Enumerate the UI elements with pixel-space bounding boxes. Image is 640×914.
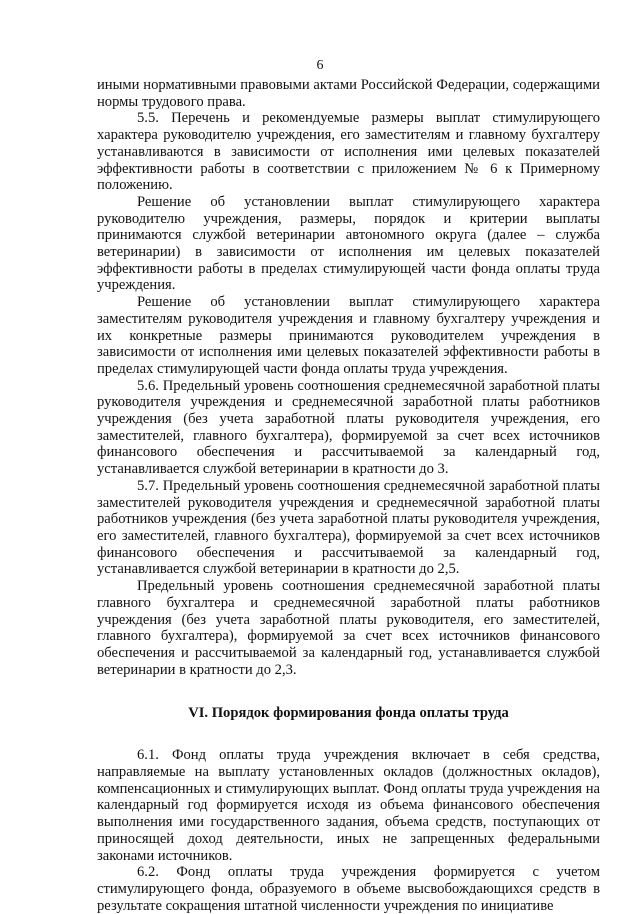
page-number: 6 bbox=[316, 58, 324, 73]
paragraph: Предельный уровень соотношения среднемесячной заработной платы главного бухгалтера и среднемесячной заработной платы работников учреждения (без учета заработной платы руководителя, его заместителей, главного бухгалтера), формируемой за счет всех источников финансового обеспечения и рассчитываемой за календарный год, устанавливается службой ветеринарии в кратности до 2,3. bbox=[97, 578, 600, 678]
paragraph: 5.7. Предельный уровень соотношения среднемесячной заработной платы заместителей руководителя учреждения и среднемесячной заработной платы работников учреждения (без учета заработной платы руководителя учреждения, его заместителей, главного бухгалтера), формируемой за счет всех источников финансового обеспечения и рассчитываемой за календарный год, устанавливается службой ветеринарии в кратности до 2,5. bbox=[97, 477, 600, 578]
paragraph: Решение об установлении выплат стимулирующего характера заместителям руководителя учреждения и главному бухгалтеру учреждения и их конкретные размеры принимаются руководителем учреждения в зависимости от исполнения ими целевых показателей эффективности работы в пределах стимулирующей части фонда оплаты труда учреждения. bbox=[97, 294, 600, 377]
section-heading: VI. Порядок формирования фонда оплаты труда bbox=[188, 705, 509, 722]
paragraph: иными нормативными правовыми актами Российской Федерации, содержащими нормы трудового права. bbox=[97, 77, 600, 110]
paragraph: 6.2. Фонд оплаты труда учреждения формируется с учетом стимулирующего фонда, образуемого в объеме высвобождающихся средств в результате сокращения штатной численности учреждения по инициативе bbox=[97, 864, 600, 914]
paragraph: 5.5. Перечень и рекомендуемые размеры выплат стимулирующего характера руководителю учреждения, его заместителям и главному бухгалтеру устанавливаются в зависимости от исполнения ими целевых показателей эффективности работы в соответствии с приложением № 6 к Примерному положению. bbox=[97, 110, 600, 194]
paragraph: 5.6. Предельный уровень соотношения среднемесячной заработной платы руководителя учреждения и среднемесячной заработной платы работников учреждения (без учета заработной платы руководителя учреждения, его заместителей, главного бухгалтера), формируемой за счет всех источников финансового обеспечения и рассчитываемой за календарный год, устанавливается службой ветеринарии в кратности до 3. bbox=[97, 377, 600, 478]
document-body bbox=[97, 77, 600, 914]
paragraph: Решение об установлении выплат стимулирующего характера руководителю учреждения, размеры, порядок и критерии выплаты принимаются службой ветеринарии автономного округа (далее – служба ветеринарии) в зависимости от исполнения им целевых показателей эффективности работы в пределах стимулирующей части фонда оплаты труда учреждения. bbox=[97, 193, 600, 294]
paragraph: 6.1. Фонд оплаты труда учреждения включает в себя средства, направляемые на выплату установленных окладов (должностных окладов), компенсационных и стимулирующих выплат. Фонд оплаты труда учреждения на календарный год формируется исходя из объема финансового обеспечения выполнения ими государственного задания, объема средств, поступающих от приносящей доход деятельности, иных не запрещенных федеральными законами источников. bbox=[97, 747, 600, 864]
